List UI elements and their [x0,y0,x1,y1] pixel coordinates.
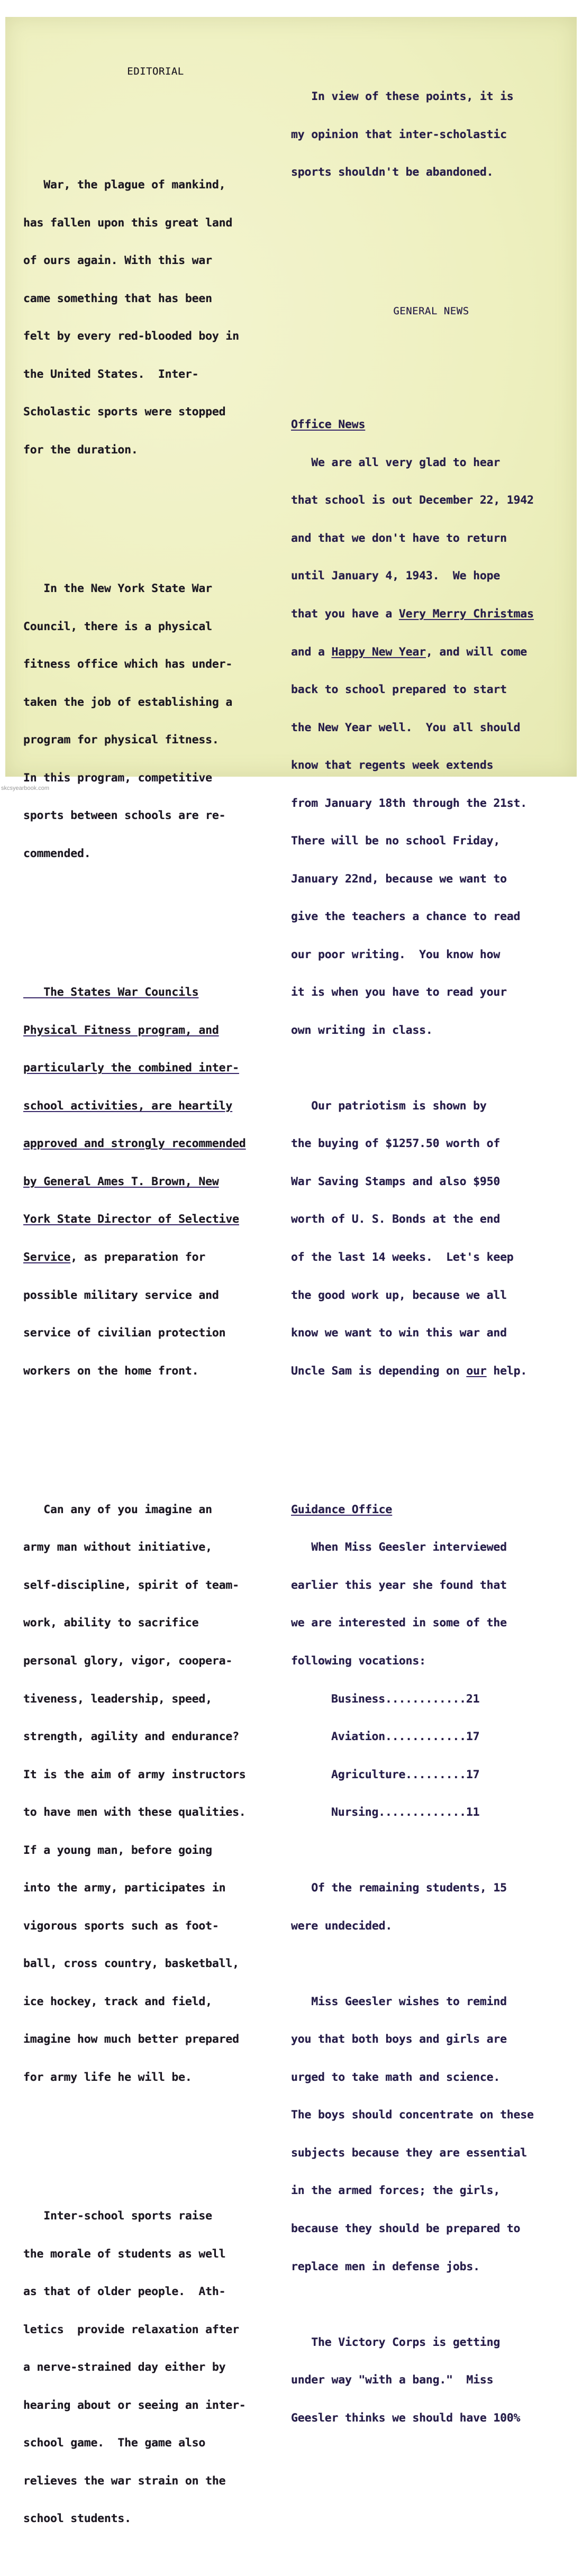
text-line: for army life he will be. [23,2070,192,2084]
text-line: There will be no school Friday, [291,834,501,848]
guidance-office-heading: Guidance Office [291,1503,393,1516]
text-line: relieves the war strain on the [23,2474,226,2488]
underlined-line: approved and strongly recommended [23,1137,246,1151]
editorial-paragraph-4 [23,1478,288,2109]
text-line: work, ability to sacrifice [23,1616,199,1630]
text-line: that school is out December 22, 1942 [291,494,534,507]
text-line: Of the remaining students, 15 [291,1881,507,1895]
plain-text: that you have a [291,607,399,621]
underlined-line: by General Ames T. Brown, New [23,1175,219,1188]
text-line: service of civilian protection [23,1326,226,1340]
editorial-conclusion [291,66,571,204]
text-line: to have men with these qualities. [23,1806,246,1819]
plain-text: help. [486,1364,528,1378]
text-line: sports between schools are re- [23,809,226,823]
text-line: We are all very glad to hear [291,456,501,469]
news-column [291,40,571,2475]
editorial-paragraph-5 [23,2184,288,2550]
plain-text: and a [291,645,332,659]
text-line: school students. [23,2512,131,2526]
underlined-line: particularly the combined inter- [23,1061,239,1075]
underlined-word: our [466,1364,487,1378]
text-line: of ours again. With this war [23,254,212,268]
office-news-heading: Office News [291,418,366,432]
text-line: the morale of students as well [23,2247,226,2261]
underlined-phrase: Very Merry Christmas [398,607,534,621]
text-line: possible military service and [23,1288,219,1302]
text-line: know that regents week extends [291,759,494,772]
text-line: it is when you have to read your [291,986,507,999]
text-line: program for physical fitness. [23,733,219,747]
office-news-section [291,394,571,1403]
text-line: from January 18th through the 21st. [291,796,528,810]
text-line: were undecided. [291,1919,393,1933]
editorial-paragraph-1 [23,154,288,482]
editorial-paragraph-3 [23,961,288,1403]
text-line: The Victory Corps is getting [291,2335,501,2349]
text-line: under way "with a bang." Miss [291,2373,494,2387]
text-line: give the teachers a chance to read [291,910,521,924]
text-line: Can any of you imagine an [23,1503,212,1516]
text-line: as that of older people. Ath- [23,2285,226,2299]
mixed-line [23,1251,288,1264]
editorial-column [23,40,288,2576]
text-line: and that we don't have to return [291,531,507,545]
text-line: Inter-school sports raise [23,2209,212,2223]
text-line: War Saving Stamps and also $950 [291,1175,501,1188]
text-line: fitness office which has under- [23,658,233,671]
mixed-line [291,646,571,659]
vocation-row: Nursing.............11 [331,1806,480,1819]
text-line: If a young man, before going [23,1843,212,1857]
text-line: own writing in class. [291,1023,433,1037]
text-line: the good work up, because we all [291,1288,507,1302]
underlined-phrase: Happy New Year [331,645,426,659]
guidance-office-section [291,1478,571,2450]
text-line: War, the plague of mankind, [23,178,226,192]
text-line: sports shouldn't be abandoned. [291,166,494,179]
text-line: know we want to win this war and [291,1326,507,1340]
underlined-word: Service [23,1251,71,1264]
text-line: the buying of $1257.50 worth of [291,1137,501,1151]
text-line: the United States. Inter- [23,367,199,381]
underlined-line: school activities, are heartily [23,1099,233,1113]
text-line: a nerve-strained day either by [23,2361,226,2374]
text-line: following vocations: [291,1654,426,1668]
text-line: we are interested in some of the [291,1616,507,1630]
text-line: In the New York State War [23,582,212,596]
text-line: personal glory, vigor, coopera- [23,1654,233,1668]
underlined-line: York State Director of Selective [23,1213,239,1226]
text-line: has fallen upon this great land [23,216,233,230]
plain-text: Uncle Sam is depending on [291,1364,467,1378]
text-line: Scholastic sports were stopped [23,405,226,419]
text-line: replace men in defense jobs. [291,2260,480,2273]
text-line: the New Year well. You all should [291,721,521,734]
text-line: The boys should concentrate on these [291,2108,534,2122]
text-line: you that both boys and girls are [291,2033,507,2046]
text-line: workers on the home front. [23,1364,199,1378]
mixed-line [291,1365,571,1378]
text-line: ice hockey, track and field, [23,1995,212,2008]
text-line: Council, there is a physical [23,620,212,633]
text-line: urged to take math and science. [291,2070,501,2084]
text-line: tiveness, leadership, speed, [23,1692,212,1706]
text-line: taken the job of establishing a [23,695,233,709]
text-line: In this program, competitive [23,771,212,785]
text-line: In view of these points, it is [291,90,514,104]
text-line: into the army, participates in [23,1881,226,1895]
text-line: my opinion that inter-scholastic [291,128,507,141]
vocation-row: Business............21 [331,1692,480,1706]
text-line: our poor writing. You know how [291,948,501,961]
editorial-title: EDITORIAL [127,65,184,77]
text-line: January 22nd, because we want to [291,872,507,886]
plain-text: , and will come [425,645,528,659]
text-line: because they should be prepared to [291,2222,521,2235]
editorial-paragraph-2 [23,558,288,886]
text-line: army man without initiative, [23,1541,212,1554]
text-line: Our patriotism is shown by [291,1099,487,1113]
text-line: letics provide relaxation after [23,2323,239,2336]
text-line: Miss Geesler wishes to remind [291,1995,507,2008]
text-line: imagine how much better prepared [23,2033,239,2046]
vocation-row: Agriculture.........17 [331,1768,480,1781]
site-watermark: skcsyearbook.com [1,785,50,791]
text-line: felt by every red-blooded boy in [23,330,239,343]
text-line: for the duration. [23,443,138,457]
text-line: of the last 14 weeks. Let's keep [291,1251,514,1264]
general-news-title: GENERAL NEWS [393,305,469,317]
underlined-line: Physical Fitness program, and [23,1023,219,1037]
plain-text: , as preparation for [70,1251,206,1264]
text-line: ball, cross country, basketball, [23,1957,239,1971]
text-line: vigorous sports such as foot- [23,1919,219,1933]
text-line: strength, agility and endurance? [23,1730,239,1744]
text-line: When Miss Geesler interviewed [291,1541,507,1554]
text-line: worth of U. S. Bonds at the end [291,1213,501,1226]
mixed-line [291,608,571,621]
text-line: came something that has been [23,292,212,305]
text-line: back to school prepared to start [291,683,507,697]
text-line: school game. The game also [23,2436,206,2450]
text-line: earlier this year she found that [291,1578,507,1592]
text-line: Geesler thinks we should have 100% [291,2411,521,2425]
text-line: self-discipline, spirit of team- [23,1578,239,1592]
text-line: in the armed forces; the girls, [291,2184,501,2198]
vocation-row: Aviation............17 [331,1730,480,1744]
text-line: It is the aim of army instructors [23,1768,246,1781]
text-line: commended. [23,847,91,860]
text-line: hearing about or seeing an inter- [23,2398,246,2412]
text-line: until January 4, 1943. We hope [291,569,501,583]
underlined-line: The States War Councils [23,986,199,999]
text-line: subjects because they are essential [291,2146,528,2160]
